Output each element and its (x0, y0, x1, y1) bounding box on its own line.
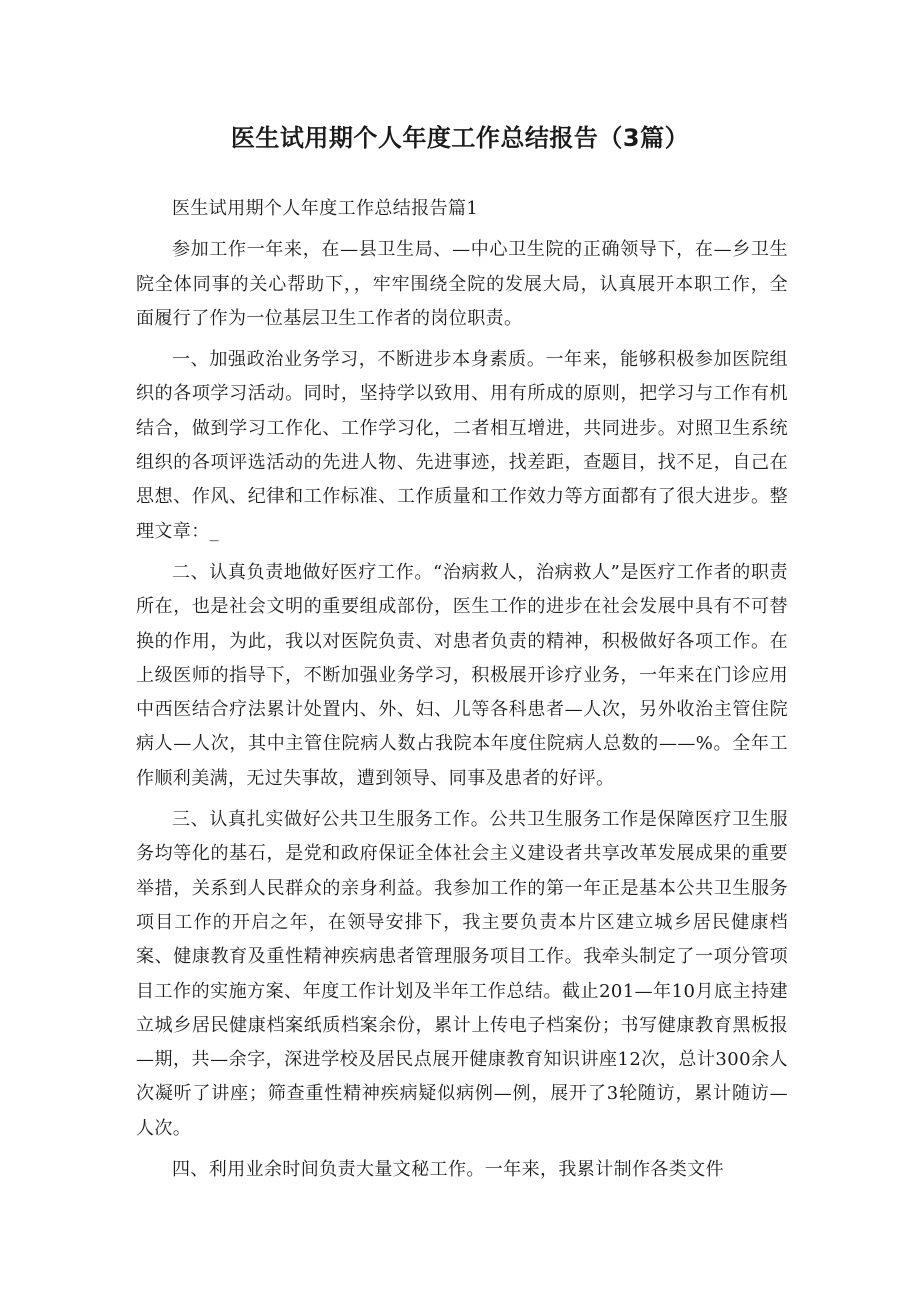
paragraph-public-health: 三、认真扎实做好公共卫生服务工作。公共卫生服务工作是保障医疗卫生服务均等化的基石，是党和政府保证全体社会主义建设者共享改革发展成果的重要举措，关系到人民群众的亲身利益。我参加工作的第一年正是基本公共卫生服务项目工作的开启之年，在领导安排下，我主要负责本片区建立城乡居民健康档案、健康教育及重性精神疾病患者管理服务项目工作。我牵头制定了一项分管项目工作的实施方案、年度工作计划及半年工作总结。截止201—年10月底主持建立城乡居民健康档案纸质档案余份，累计上传电子档案份；书写健康教育黑板报—期，共—余字，深进学校及居民点展开健康教育知识讲座12次，总计300余人次凝听了讲座；筛查重性精神疾病疑似病例—例，展开了3轮随访，累计随访—人次。 (136, 809, 788, 1139)
paragraph-study: 一、加强政治业务学习，不断进步本身素质。一年来，能够积极参加医院组织的各项学习活动。同时，坚持学以致用、用有所成的原则，把学习与工作有机结合，做到学习工作化、工作学习化，二者相互增进，共同进步。对照卫生系统组织的各项评选活动的先进人物、先进事迹，找差距，查题目，找不足，自己在思想、作风、纪律和工作标准、工作质量和工作效力等方面都有了很大进步。整理文章：_ (136, 349, 788, 542)
section-heading: 医生试用期个人年度工作总结报告篇1 (172, 198, 479, 219)
paragraph-medical-work: 二、认真负责地做好医疗工作。“治病救人，治病救人”是医疗工作者的职责所在，也是社会文明的重要组成部份，医生工作的进步在社会发展中具有不可替换的作用，为此，我以对医院负责、对患者负责的精神，积极做好各项工作。在上级医师的指导下，不断加强业务学习，积极展开诊疗业务，一年来在门诊应用中西医结合疗法累计处置内、外、妇、儿等各科患者—人次，另外收治主管住院病人—人次，其中主管住院病人数占我院本年度住院病人总数的——%。全年工作顺利美满，无过失事故，遭到领导、同事及患者的好评。 (136, 561, 788, 789)
paragraph-secretarial: 四、利用业余时间负责大量文秘工作。一年来，我累计制作各类文件 (172, 1159, 724, 1181)
paragraph-intro: 参加工作一年来，在—县卫生局、—中心卫生院的正确领导下，在—乡卫生院全体同事的关心帮助下，，牢牢围绕全院的发展大局，认真展开本职工作，全面履行了作为一位基层卫生工作者的岗位职责。 (136, 239, 788, 329)
document-title: 医生试用期个人年度工作总结报告（3篇） (230, 124, 690, 152)
document-body (136, 192, 788, 1194)
